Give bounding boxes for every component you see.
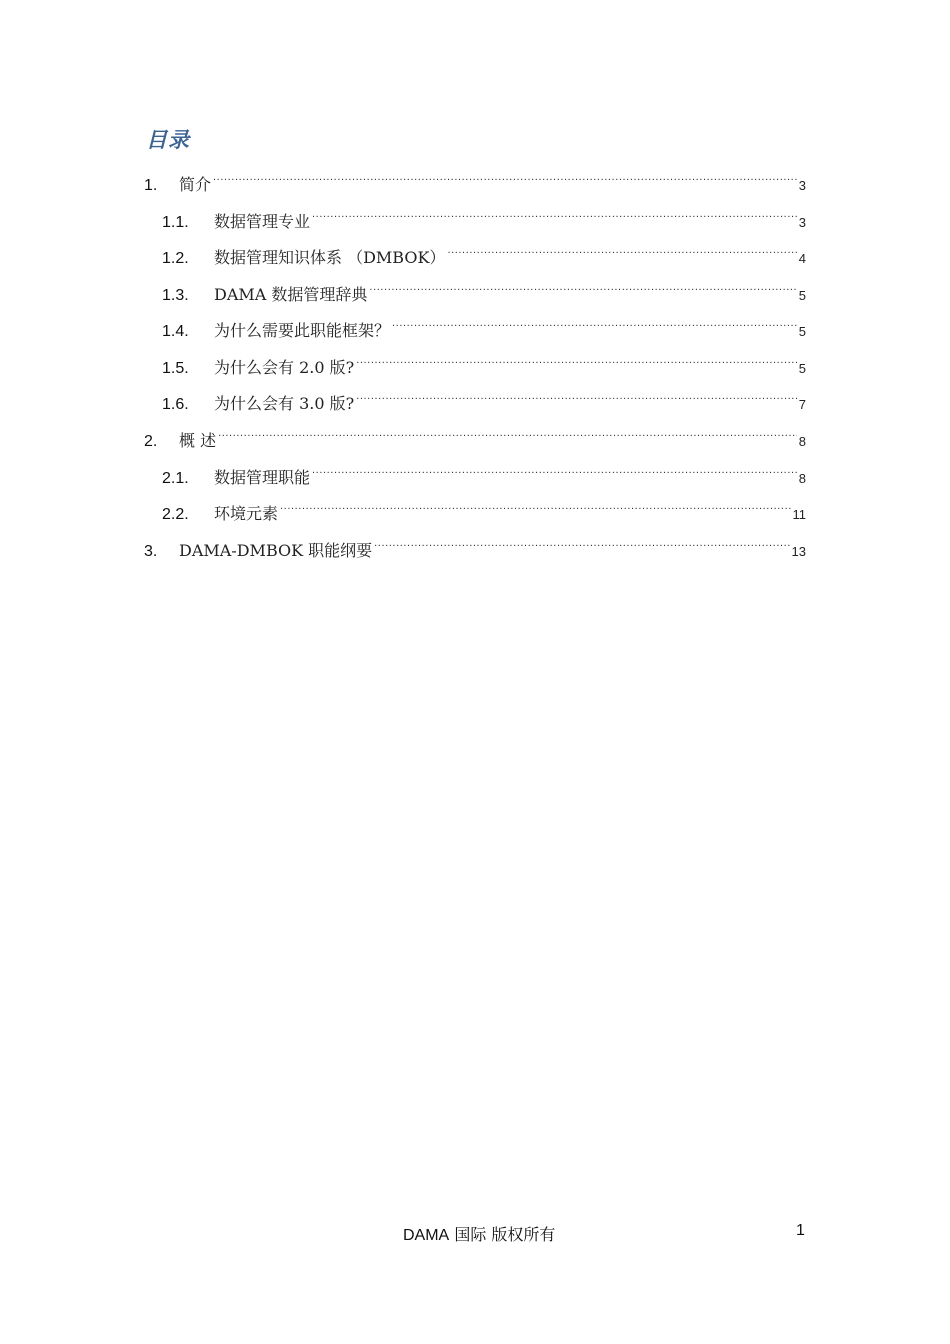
footer-org: DAMA [403,1227,450,1244]
toc-entry-page: 8 [798,471,806,486]
toc-entry-number: 1.6. [162,396,189,413]
toc-entry-page: 7 [798,397,806,412]
toc-entry-page: 5 [798,288,806,303]
toc-dot-leader [312,205,797,227]
toc-entry-number: 1.5. [162,360,189,377]
toc-entry-title: 简介 [179,175,212,194]
toc-entry-title: 环境元素 [214,504,279,523]
footer-copyright: 国际 版权所有 [454,1225,556,1244]
toc-entry-page: 3 [798,215,806,230]
toc-entry-title: 为什么会有 2.0 版? [214,358,355,377]
toc-entry-title: 数据管理知识体系 （DMBOK） [214,248,446,267]
toc-entry-number: 2.1. [162,470,189,487]
toc-dot-leader [218,424,797,446]
toc-entry-title: 概 述 [179,431,217,450]
toc-dot-leader [447,241,796,263]
toc-dot-leader [374,534,789,556]
toc-entry-title: 为什么需要此职能框架？ [214,321,391,340]
toc-dot-leader [356,351,797,373]
toc-dot-leader [280,497,790,519]
toc-entry-page: 13 [791,544,806,559]
toc-dot-leader [213,168,797,190]
page-footer [403,1222,555,1245]
toc-entry-title: DAMA-DMBOK 职能纲要 [179,541,373,560]
toc-entry-page: 5 [798,361,806,376]
toc-entry-number: 1.3. [162,287,189,304]
toc-entry-title: 数据管理职能 [214,468,311,487]
toc-entry-page: 4 [798,251,806,266]
toc-entry[interactable] [144,168,806,194]
toc-entry-number: 3. [144,543,158,560]
toc-title: 目录 [146,128,190,152]
toc-entry-title: 数据管理专业 [214,212,311,231]
toc-entry-number: 1. [144,177,158,194]
toc-entry[interactable] [162,314,806,340]
toc-entry-number: 1.4. [162,323,189,340]
toc-entry[interactable] [162,387,806,413]
toc-entry[interactable] [162,461,806,487]
toc-dot-leader [356,387,797,409]
toc-entry-page: 5 [798,324,806,339]
toc-entry[interactable] [162,278,806,304]
toc-entry[interactable] [144,424,806,450]
toc-entry-page: 3 [798,178,806,193]
toc-entry-number: 2.2. [162,506,189,523]
toc-entry[interactable] [162,351,806,377]
toc-entry-title: DAMA 数据管理辞典 [214,285,368,304]
toc-dot-leader [369,278,796,300]
toc-entry-number: 1.1. [162,214,189,231]
toc-entry-page: 8 [798,434,806,449]
toc-entry[interactable] [162,497,806,523]
page-number: 1 [796,1222,805,1239]
toc-dot-leader [312,461,797,483]
toc-entry[interactable] [144,534,806,560]
toc-entry-number: 2. [144,433,158,450]
toc-entry[interactable] [162,241,806,267]
toc-entry-number: 1.2. [162,250,189,267]
toc-entry[interactable] [162,205,806,231]
toc-entry-page: 11 [792,507,806,522]
toc-entry-title: 为什么会有 3.0 版? [214,394,355,413]
toc-dot-leader [392,314,797,336]
